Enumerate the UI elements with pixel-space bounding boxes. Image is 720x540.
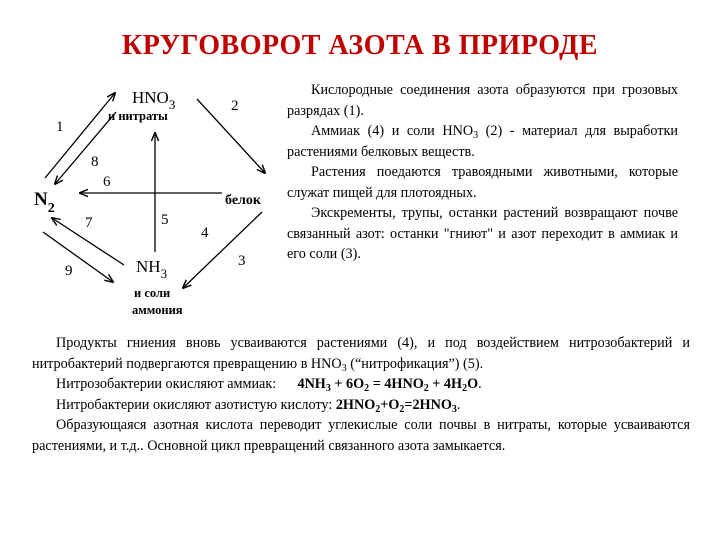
arrow-9 [43, 232, 113, 282]
bottom-paragraph-1: Продукты гниения вновь усваиваются растениями (4), и под воздействием нитрозобактерий и нитробактерий подвергаются превращению в $HNO_3$ (“нитрофикация”) (5). [32, 335, 690, 374]
salts-label: и соли [134, 286, 171, 300]
step-number-2: 2 [231, 98, 239, 114]
step-number-8: 8 [91, 154, 99, 170]
right-paragraph-4: Экскременты, трупы, останки растений возвращают почве связанный азот: останки "гниют" и азот переходит в аммиак и его соли (3). [287, 205, 678, 262]
step-number-3: 3 [238, 253, 246, 269]
nh3-label: $NH_3$ [136, 257, 168, 281]
equation-2: $2HNO_2+O_2=2HNO_3$ [335, 396, 457, 415]
nitrogen-cycle-diagram [0, 60, 290, 330]
nitrates-label: и нитраты [108, 109, 168, 123]
bottom-paragraph-3: Нитробактерии окисляют азотистую кислоту: $2HNO_2+O_2=2HNO_3$. [56, 396, 461, 415]
arrow-3 [183, 212, 262, 288]
step-number-1: 1 [56, 119, 64, 135]
right-paragraph-2: Аммиак (4) и соли $HNO_3$ (2) - материал для выработки растениями белковых веществ. [287, 123, 678, 160]
step-number-9: 9 [65, 263, 73, 279]
n2-label: $N_2$ [34, 189, 55, 216]
protein-label: белок [225, 193, 261, 208]
bottom-paragraph-4: Образующаяся азотная кислота переводит углекислые соли почвы в нитраты, которые усваиваются растениями, и т.д.. Основной цикл превращений связанного азота замыкается. [32, 417, 690, 454]
equation-1: $4NH_3 + 6O_2 = 4HNO_2 + 4H_2O$ [297, 376, 479, 394]
step-number-7: 7 [85, 215, 93, 231]
page-title: КРУГОВОРОТ АЗОТА В ПРИРОДЕ [121, 30, 599, 61]
bottom-text-block [32, 333, 690, 456]
right-paragraph-1: Кислородные соединения азота образуются при грозовых разрядах (1). [287, 82, 678, 119]
step-number-4: 4 [201, 225, 209, 241]
bottom-paragraph-2: Нитрозобактерии окисляют аммиак: $4NH_3 + 6O_2 = 4HNO_2 + 4H_2O$. [56, 376, 482, 394]
hno3-label: $HNO_3$ [132, 88, 176, 112]
arrow-1 [45, 93, 115, 178]
right-text-block [287, 80, 678, 265]
step-number-6: 6 [103, 174, 111, 190]
step-number-5: 5 [161, 212, 169, 228]
ammonium-label: аммония [132, 303, 183, 317]
right-paragraph-3: Растения поедаются травоядными животными, которые служат пищей для плотоядных. [287, 164, 678, 201]
